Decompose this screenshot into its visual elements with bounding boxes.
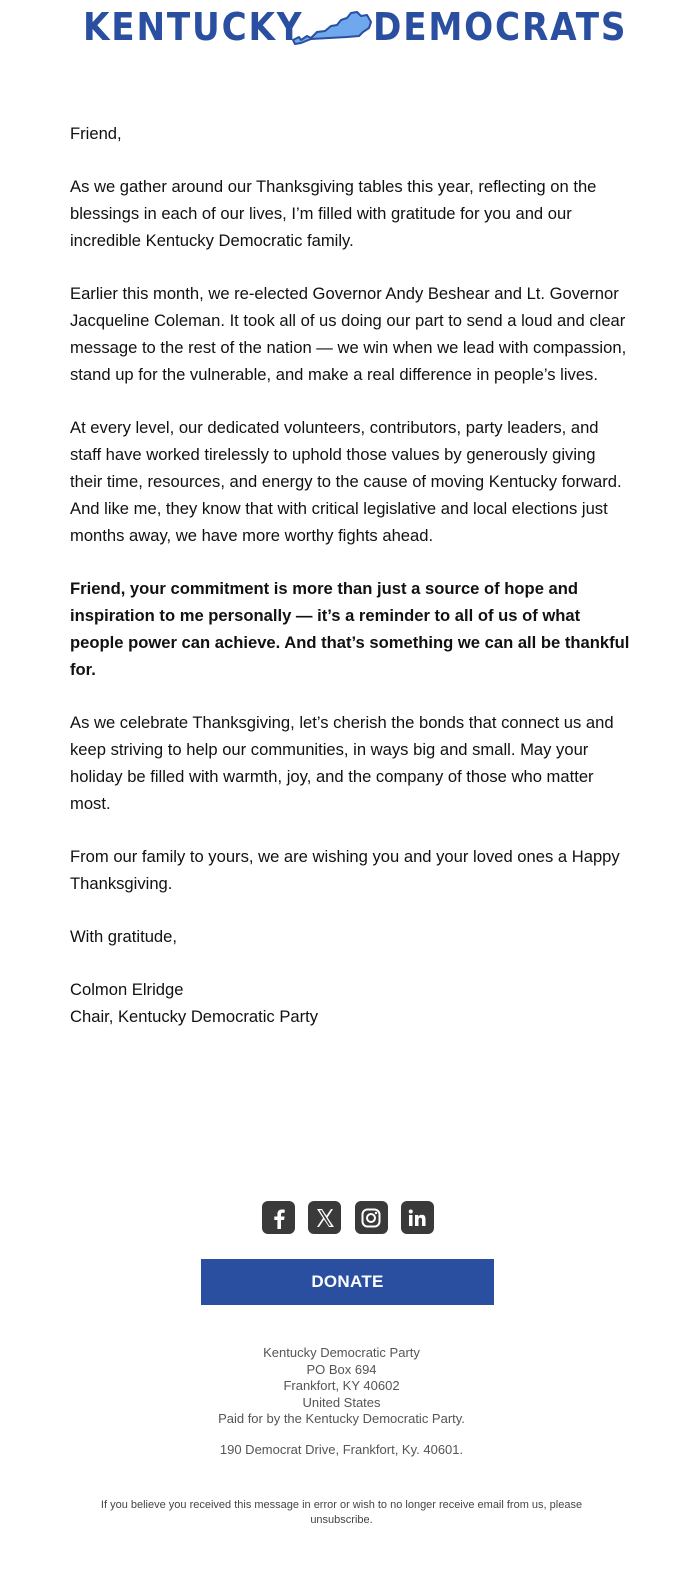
logo-text-democrats: DEMOCRATS [373,5,628,49]
footer-city: Frankfort, KY 40602 [283,1378,400,1393]
paragraph-4-bold: Friend, your commitment is more than just a source of hope and inspiration to me personally — it’s a reminder to all of us of what people power can achieve. And that’s something we can all be thankful for. [70,579,630,679]
unsubscribe-text: If you believe you received this message in error or wish to no longer receive email from us, please [100,1499,583,1511]
unsubscribe-link[interactable]: unsubscribe. [310,1514,373,1526]
social-links [262,1201,434,1235]
signer-name: Colmon Elridge [70,980,184,999]
donate-button[interactable]: DONATE [201,1259,494,1305]
paragraph-3: At every level, our dedicated volunteers, contributors, party leaders, and staff have worked tirelessly to uphold those values by generously giving their time, resources, and energy to the cause of moving Kentucky forward. And like me, they know that with critical legislative and local elections just months away, we have more worthy fights ahead. [70,418,622,545]
logo-text-kentucky: KENTUCKY [83,5,304,49]
greeting: Friend, [70,124,122,143]
paragraph-5: As we celebrate Thanksgiving, let’s cherish the bonds that connect us and keep striving to help our communities, in ways big and small. May your holiday be filled with warmth, joy, and the company of those who matter most. [70,713,614,813]
footer-street-address: 190 Democrat Drive, Frankfort, Ky. 40601. [219,1442,464,1457]
kentucky-state-icon [289,10,373,46]
footer-org: Kentucky Democratic Party [263,1345,420,1360]
signature [70,976,630,1030]
letter-body [70,120,630,1030]
paragraph-1: As we gather around our Thanksgiving tables this year, reflecting on the blessings in each of our lives, I’m filled with gratitude for you and our incredible Kentucky Democratic family. [70,177,597,250]
footer-paid-for: Paid for by the Kentucky Democratic Party. [218,1411,465,1426]
closing: With gratitude, [70,927,177,946]
footer-address [140,1345,543,1428]
kentucky-democrats-logo [83,4,628,50]
footer-po-box: PO Box 694 [306,1361,377,1377]
unsubscribe-notice [70,1498,613,1528]
linkedin-icon[interactable] [401,1201,434,1234]
paragraph-6: From our family to yours, we are wishing you and your loved ones a Happy Thanksgiving. [70,847,620,893]
x-icon[interactable] [308,1201,341,1234]
footer-country: United States [302,1394,381,1410]
paragraph-2: Earlier this month, we re-elected Governor Andy Beshear and Lt. Governor Jacqueline Coleman. It took all of us doing our part to send a loud and clear message to the rest of the nation — we win when we lead with compassion, stand up for the vulnerable, and make a real difference in people’s lives. [70,284,627,384]
facebook-icon[interactable] [262,1201,295,1234]
email-header [0,0,683,60]
instagram-icon[interactable] [355,1201,388,1234]
signer-title: Chair, Kentucky Democratic Party [70,1007,319,1026]
